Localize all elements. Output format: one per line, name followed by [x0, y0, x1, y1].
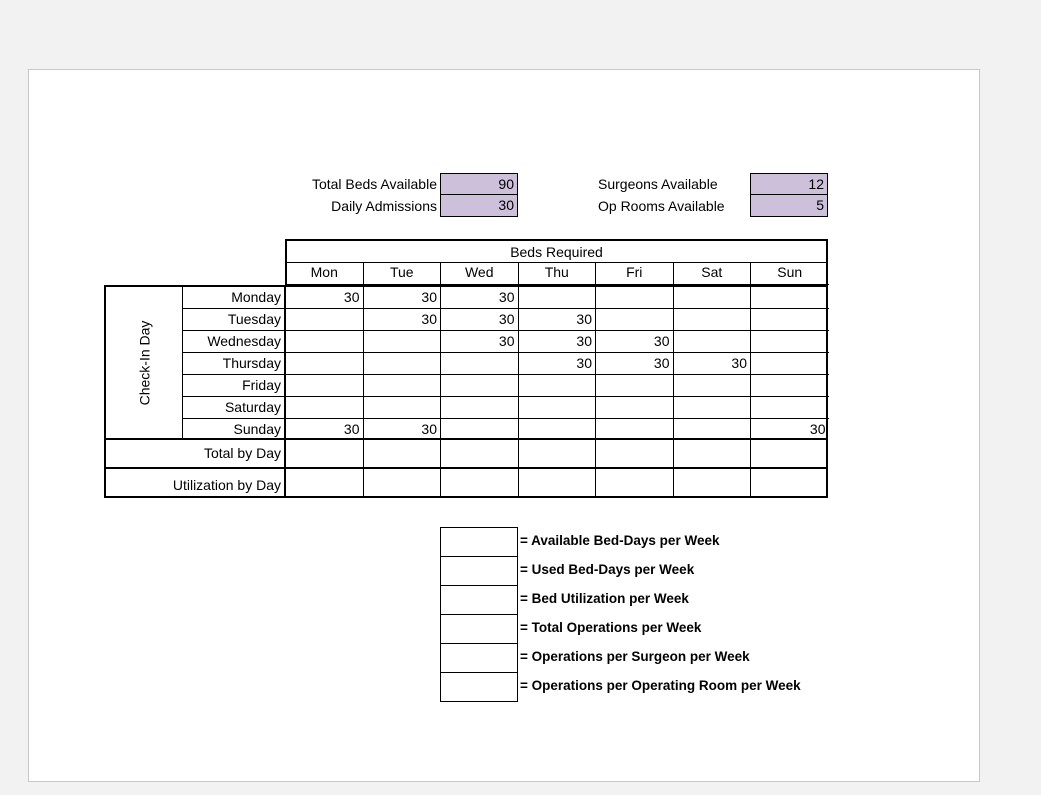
- table-cell[interactable]: [596, 287, 674, 309]
- table-cell[interactable]: 30: [519, 353, 597, 375]
- table-cell[interactable]: [441, 375, 519, 397]
- table-cell[interactable]: [286, 309, 364, 331]
- utilization-by-day-cell[interactable]: [596, 469, 674, 496]
- table-cell[interactable]: [286, 375, 364, 397]
- table-cell[interactable]: [441, 353, 519, 375]
- total-by-day-cell[interactable]: [441, 440, 519, 467]
- daily-admissions-input[interactable]: 30: [440, 195, 518, 217]
- table-cell[interactable]: [674, 375, 752, 397]
- column-header-thu: Thu: [519, 262, 597, 285]
- utilization-by-day-cell[interactable]: [364, 469, 442, 496]
- column-header-fri: Fri: [596, 262, 674, 285]
- table-cell[interactable]: [519, 287, 597, 309]
- total-by-day-cell[interactable]: [286, 440, 364, 467]
- row-label-monday: Monday: [183, 287, 284, 309]
- legend-label: = Available Bed-Days per Week: [520, 533, 720, 548]
- total-by-day-cell[interactable]: [364, 440, 442, 467]
- total-by-day-cell[interactable]: [751, 440, 829, 467]
- legend-value-box[interactable]: [440, 527, 518, 556]
- legend-label: = Bed Utilization per Week: [520, 591, 689, 606]
- table-cell[interactable]: [596, 419, 674, 441]
- row-label-thursday: Thursday: [183, 353, 284, 375]
- surgeons-input[interactable]: 12: [750, 173, 828, 195]
- table-cell[interactable]: [519, 397, 597, 419]
- table-cell[interactable]: 30: [596, 331, 674, 353]
- legend-label: = Operations per Surgeon per Week: [520, 649, 750, 664]
- table-cell[interactable]: [286, 331, 364, 353]
- legend-value-box[interactable]: [440, 672, 518, 702]
- utilization-by-day-cell[interactable]: [441, 469, 519, 496]
- op-rooms-input[interactable]: 5: [750, 195, 828, 217]
- beds-required-title: Beds Required: [287, 241, 826, 263]
- row-label-sunday: Sunday: [233, 421, 281, 437]
- utilization-by-day-label: Utilization by Day: [172, 477, 281, 493]
- table-cell[interactable]: [751, 287, 829, 309]
- table-cell[interactable]: 30: [364, 309, 442, 331]
- check-in-day-text: Check-In Day: [136, 320, 152, 405]
- table-cell[interactable]: 30: [441, 309, 519, 331]
- table-cell[interactable]: 30: [441, 287, 519, 309]
- table-cell[interactable]: 30: [519, 331, 597, 353]
- legend-value-box[interactable]: [440, 643, 518, 672]
- total-by-day-cell[interactable]: [674, 440, 752, 467]
- utilization-by-day-cell[interactable]: [674, 469, 752, 496]
- legend-value-box[interactable]: [440, 585, 518, 614]
- table-cell[interactable]: [751, 375, 829, 397]
- table-cell[interactable]: 30: [286, 419, 364, 441]
- total-by-day-cell[interactable]: [519, 440, 597, 467]
- table-cell[interactable]: [751, 309, 829, 331]
- legend-label: = Total Operations per Week: [520, 620, 702, 635]
- table-cell[interactable]: [751, 397, 829, 419]
- table-cell[interactable]: [751, 331, 829, 353]
- total-by-day-cell[interactable]: [596, 440, 674, 467]
- table-cell[interactable]: [674, 309, 752, 331]
- table-cell[interactable]: [364, 375, 442, 397]
- table-cell[interactable]: 30: [809, 421, 826, 437]
- column-header-sat: Sat: [674, 262, 752, 285]
- table-cell[interactable]: [519, 375, 597, 397]
- table-cell[interactable]: 30: [441, 331, 519, 353]
- table-cell[interactable]: 30: [519, 309, 597, 331]
- legend-label: = Used Bed-Days per Week: [520, 562, 695, 577]
- utilization-by-day-cell[interactable]: [519, 469, 597, 496]
- row-label-wednesday: Wednesday: [183, 331, 284, 353]
- total-beds-label: Total Beds Available: [311, 176, 437, 192]
- table-cell[interactable]: [674, 397, 752, 419]
- table-cell[interactable]: [674, 419, 752, 441]
- total-beds-input[interactable]: 90: [440, 173, 518, 195]
- table-cell[interactable]: [751, 353, 829, 375]
- row-label-tuesday: Tuesday: [183, 309, 284, 331]
- op-rooms-label: Op Rooms Available: [598, 198, 725, 214]
- table-cell[interactable]: 30: [364, 419, 442, 441]
- legend-value-box[interactable]: [440, 614, 518, 643]
- table-cell[interactable]: [364, 353, 442, 375]
- column-header-sun: Sun: [751, 262, 829, 285]
- surgeons-label: Surgeons Available: [598, 176, 718, 192]
- row-label-friday: Friday: [183, 375, 284, 397]
- table-cell[interactable]: [596, 375, 674, 397]
- table-cell[interactable]: 30: [674, 353, 752, 375]
- table-cell[interactable]: [519, 419, 597, 441]
- legend-value-box[interactable]: [440, 556, 518, 585]
- table-cell[interactable]: [596, 397, 674, 419]
- legend-label: = Operations per Operating Room per Week: [520, 678, 801, 693]
- table-cell[interactable]: [674, 287, 752, 309]
- table-cell[interactable]: [441, 397, 519, 419]
- table-cell[interactable]: [596, 309, 674, 331]
- column-header-tue: Tue: [364, 262, 442, 285]
- utilization-by-day-cell[interactable]: [286, 469, 364, 496]
- check-in-day-side-label: [106, 287, 182, 438]
- column-header-mon: Mon: [286, 262, 364, 285]
- table-cell[interactable]: 30: [596, 353, 674, 375]
- table-cell[interactable]: [286, 353, 364, 375]
- table-cell[interactable]: 30: [286, 287, 364, 309]
- table-cell[interactable]: [674, 331, 752, 353]
- table-cell[interactable]: 30: [364, 287, 442, 309]
- table-cell[interactable]: [441, 419, 519, 441]
- row-label-saturday: Saturday: [183, 397, 284, 419]
- daily-admissions-label: Daily Admissions: [331, 198, 437, 214]
- utilization-by-day-cell[interactable]: [751, 469, 829, 496]
- total-by-day-label: Total by Day: [203, 445, 281, 461]
- table-cell[interactable]: [286, 397, 364, 419]
- table-cell[interactable]: [364, 331, 442, 353]
- column-header-wed: Wed: [441, 262, 519, 285]
- table-cell[interactable]: [364, 397, 442, 419]
